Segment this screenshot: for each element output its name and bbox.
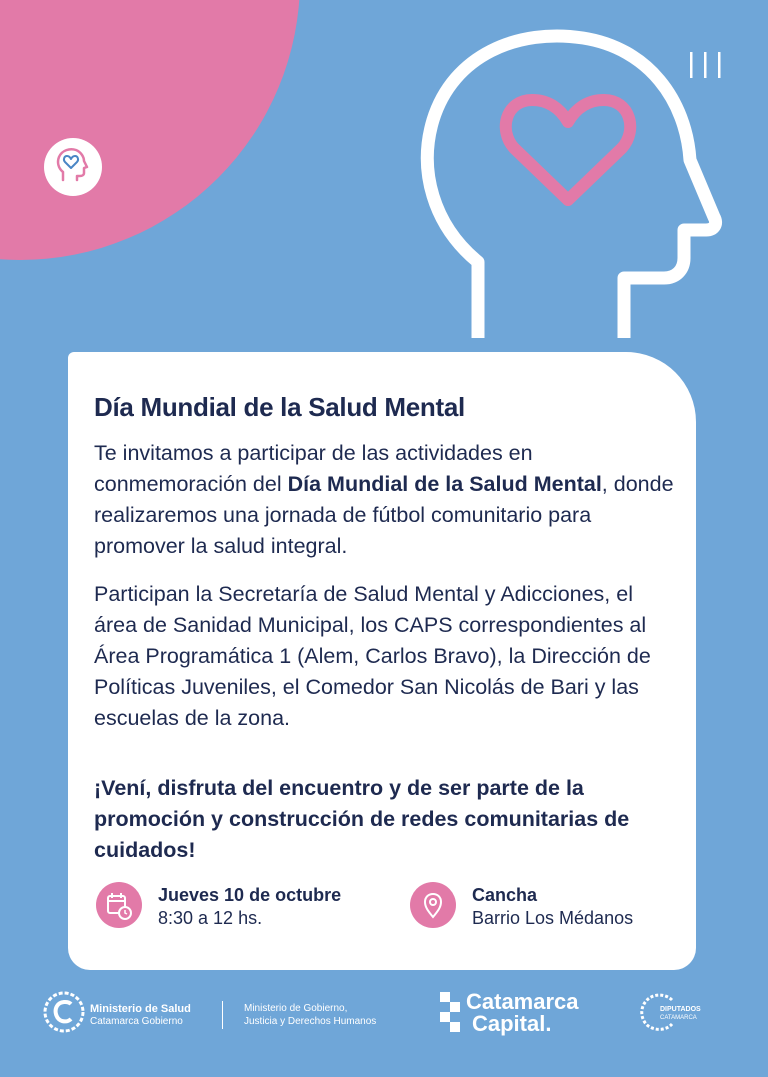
head-heart-icon [44,138,102,196]
catamarca-capital-word1: Catamarca [466,989,579,1014]
ministerio-gobierno-line2: Justicia y Derechos Humanos [244,1016,377,1027]
diputados-name: DIPUTADOS [660,1006,701,1013]
diputados-sub: CATAMARCA [660,1015,697,1021]
call-to-action: ¡Vení, disfruta del encuentro y de ser parte de la promoción y construcción de redes comunitarias de cuidados! [94,776,630,862]
participants-paragraph: Participan la Secretaría de Salud Mental y Adicciones, el área de Sanidad Municipal, los CAPS correspondientes al Área Programática 1 (Alem, Carlos Bravo), la Dirección de Políticas Juveniles, el Comedor San Nicolás de Bari y las escuelas de la zona. [94,582,651,730]
date-label: Jueves 10 de octubre [158,885,342,905]
event-title: Día Mundial de la Salud Mental [94,392,465,422]
date-icon-circle [96,882,142,928]
catamarca-gobierno-name: Catamarca Gobierno [90,1016,183,1027]
catamarca-capital-word2: Capital. [472,1011,552,1036]
ministerio-salud-emblem-icon [42,990,86,1034]
time-label: 8:30 a 12 hs. [158,908,263,928]
place-detail: Barrio Los Médanos [472,908,634,928]
footer-divider [222,1001,223,1029]
calendar-clock-icon [96,882,142,928]
intro-text-1: Te invitamos a participar de las actividades en conmemoración del [94,441,533,496]
ministerio-gobierno-line1: Ministerio de Gobierno, [244,1003,348,1014]
intro-paragraph [94,438,674,562]
intro-text-2: , donde realizaremos una jornada de fútbol comunitario para promover la salud integral. [94,472,674,558]
head-heart-badge [44,138,102,196]
location-pin-icon [410,882,456,928]
pink-corner-shape [0,0,300,260]
head-heart-outline-icon [418,20,728,340]
place-label: Cancha [472,885,538,905]
intro-bold: Día Mundial de la Salud Mental [287,472,602,496]
catamarca-capital-mark-icon [440,992,466,1032]
ministerio-salud-name: Ministerio de Salud [90,1003,191,1015]
place-icon-circle [410,882,456,928]
